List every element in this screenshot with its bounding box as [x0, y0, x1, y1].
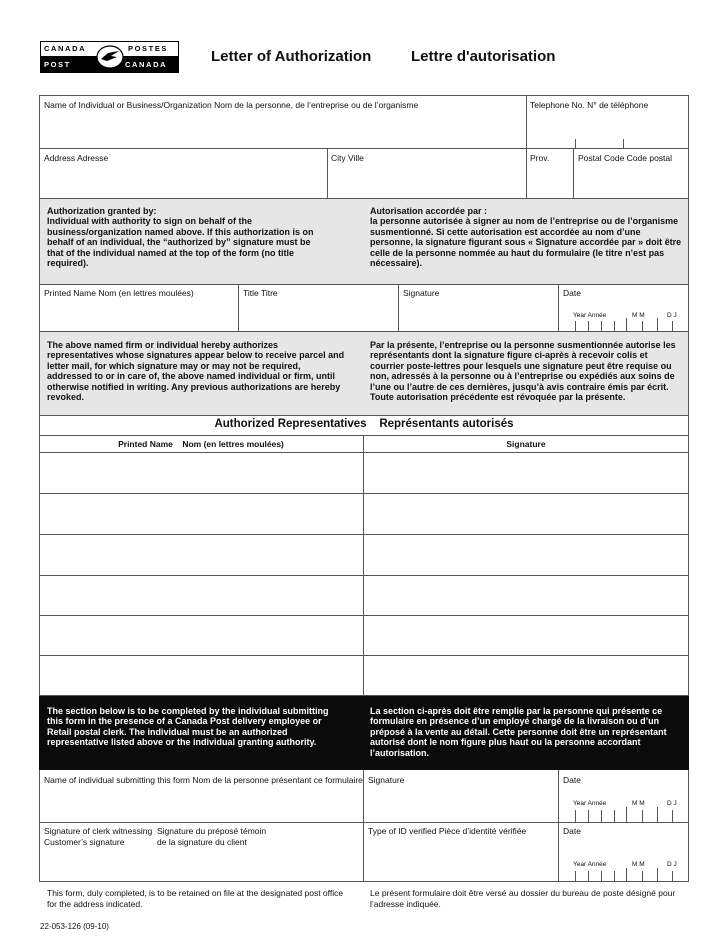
- submitter-date-month-label: M M: [632, 800, 645, 807]
- id-type-input[interactable]: [366, 840, 555, 878]
- grantor-signature-field[interactable]: [401, 300, 555, 328]
- address-input[interactable]: [42, 165, 322, 195]
- submitter-date-day-label: D J: [667, 800, 677, 807]
- form-number: 22-053-126 (09-10): [40, 922, 109, 931]
- logo-text-post: POST: [44, 60, 71, 69]
- grantor-date-day-label: D J: [667, 312, 677, 319]
- province-label: Prov.: [530, 153, 550, 163]
- logo-text-canada-top: CANADA: [44, 44, 87, 53]
- applicant-name-input[interactable]: [42, 112, 522, 144]
- grantor-date-input[interactable]: [574, 320, 686, 331]
- rep-6-signature-field[interactable]: [366, 658, 686, 694]
- rep-4-signature-field[interactable]: [366, 578, 686, 613]
- rep-1-signature-field[interactable]: [366, 455, 686, 491]
- clerk-date-day-label: D J: [667, 861, 677, 868]
- logo-text-canada-bottom: CANADA: [125, 60, 168, 69]
- footer-note-fr: Le présent formulaire doit être versé au dossier du bureau de poste désigné pour l’adresse indiquée.: [370, 888, 676, 909]
- clerk-signature-field[interactable]: [42, 850, 360, 880]
- page-title-fr: Lettre d'autorisation: [411, 48, 556, 65]
- submitter-signature-field[interactable]: [366, 788, 555, 819]
- grantor-printed-name-label: Printed Name Nom (en lettres moulées): [44, 288, 194, 298]
- submitter-instructions-en: The section below is to be completed by the individual submitting this form in the presence of a Canada Post delivery employee or Retail postal clerk. The individual must be an authorized representative listed above or the individual granting authority.: [47, 706, 329, 748]
- reps-column-printed-name: Printed Name Nom (en lettres moulées): [118, 439, 284, 449]
- postal-code-input[interactable]: [576, 165, 686, 195]
- city-label: City Ville: [331, 153, 364, 163]
- telephone-label: Telephone No. N° de téléphone: [530, 100, 649, 110]
- logo-text-postes: POSTES: [128, 44, 169, 53]
- id-type-label: Type of ID verified Pièce d’identité vérifiée: [368, 826, 527, 836]
- submitter-date-input[interactable]: [574, 809, 686, 821]
- clerk-date-input[interactable]: [574, 870, 686, 881]
- submitter-instructions-fr: La section ci-après doit être remplie par la personne qui présente ce formulaire en présence d’un employé chargé de la livraison ou d’un préposé à la vente au détail. Cette personne doit être un représentant autorisé dont le nom figure plus haut ou la personne accordant l’autorisation.: [370, 706, 667, 758]
- submitter-date-year-label: Year Année: [573, 800, 607, 807]
- rep-5-name-input[interactable]: [42, 618, 360, 653]
- statement-text-en: The above named firm or individual hereby authorizes representatives whose signatures appear below to receive parcel and letter mail, for which signature may or may not be required, addressed to or in care of, the above named individual or firm, until otherwise notified in writing. Any previous authorizations are hereby revoked.: [47, 340, 345, 403]
- grantor-date-month-label: M M: [632, 312, 645, 319]
- submitter-date-label: Date: [563, 775, 581, 785]
- submitter-name-input[interactable]: [42, 788, 360, 819]
- clerk-date-year-label: Year Année: [573, 861, 607, 868]
- grantor-date-year-label: Year Année: [573, 312, 607, 319]
- rep-3-signature-field[interactable]: [366, 537, 686, 573]
- canada-post-logo: [40, 41, 179, 73]
- applicant-name-label: Name of Individual or Business/Organization Nom de la personne, de l’entreprise ou de l’organisme: [44, 100, 419, 110]
- grantor-date-label: Date: [563, 288, 581, 298]
- rep-4-name-input[interactable]: [42, 578, 360, 613]
- telephone-input[interactable]: [530, 112, 685, 138]
- rep-2-signature-field[interactable]: [366, 496, 686, 532]
- clerk-date-month-label: M M: [632, 861, 645, 868]
- rep-5-signature-field[interactable]: [366, 618, 686, 653]
- reps-column-signature: Signature: [506, 439, 546, 449]
- rep-3-name-input[interactable]: [42, 537, 360, 573]
- footer-note-en: This form, duly completed, is to be retained on file at the designated post office for the address indicated.: [47, 888, 344, 909]
- clerk-signature-label-fr: Signature du préposé témoin de la signature du client: [157, 826, 267, 847]
- postal-code-label: Postal Code Code postal: [578, 153, 673, 163]
- grantor-title-input[interactable]: [241, 300, 395, 328]
- clerk-date-label: Date: [563, 826, 581, 836]
- representatives-heading: Authorized Representatives Représentants autorisés: [214, 418, 514, 430]
- grantor-signature-label: Signature: [403, 288, 440, 298]
- province-input[interactable]: [529, 165, 571, 195]
- grantor-printed-name-input[interactable]: [42, 300, 235, 328]
- grantor-title-label: Title Titre: [243, 288, 278, 298]
- city-input[interactable]: [330, 165, 522, 195]
- rep-2-name-input[interactable]: [42, 496, 360, 532]
- authorization-text-en: Authorization granted by: Individual with authority to sign on behalf of the business/organization named above. If this authorization is on behalf of an individual, the “authorized by” signature must be that of the individual named at the top of the form (no title required).: [47, 206, 314, 269]
- submitter-name-label: Name of individual submitting this form Nom de la personne présentant ce formulaire: [44, 775, 363, 785]
- authorization-text-fr: Autorisation accordée par : la personne autorisée à signer au nom de l’entreprise ou de l’organisme susmentionné. Si cette autorisation est accordée au nom d’une personne, la signature figurant sous « Signature accordée par » doit être celle de la personne nommée au haut du formulaire (le titre n’est pas nécessaire).: [370, 206, 682, 269]
- submitter-signature-label: Signature: [368, 775, 405, 785]
- statement-text-fr: Par la présente, l’entreprise ou la personne susmentionnée autorise les représentants dont la signature figure ci-après à recevoir colis et courrier poste-lettres pour lesquels une signature peut être requise ou non, adressés à la personne ou à l’entreprise ou expédiés aux soins de l’une ou l’autre de ces dernières, jusqu’à avis contraire émis par écrit. Toute autorisation précédente est révoquée par la présente.: [370, 340, 676, 403]
- eagle-logo-icon: [95, 44, 125, 70]
- rep-1-name-input[interactable]: [42, 455, 360, 491]
- page-title-en: Letter of Authorization: [211, 48, 372, 65]
- clerk-signature-label-en: Signature of clerk witnessing Customer’s signature: [44, 826, 153, 847]
- rep-6-name-input[interactable]: [42, 658, 360, 694]
- address-label: Address Adresse: [44, 153, 109, 163]
